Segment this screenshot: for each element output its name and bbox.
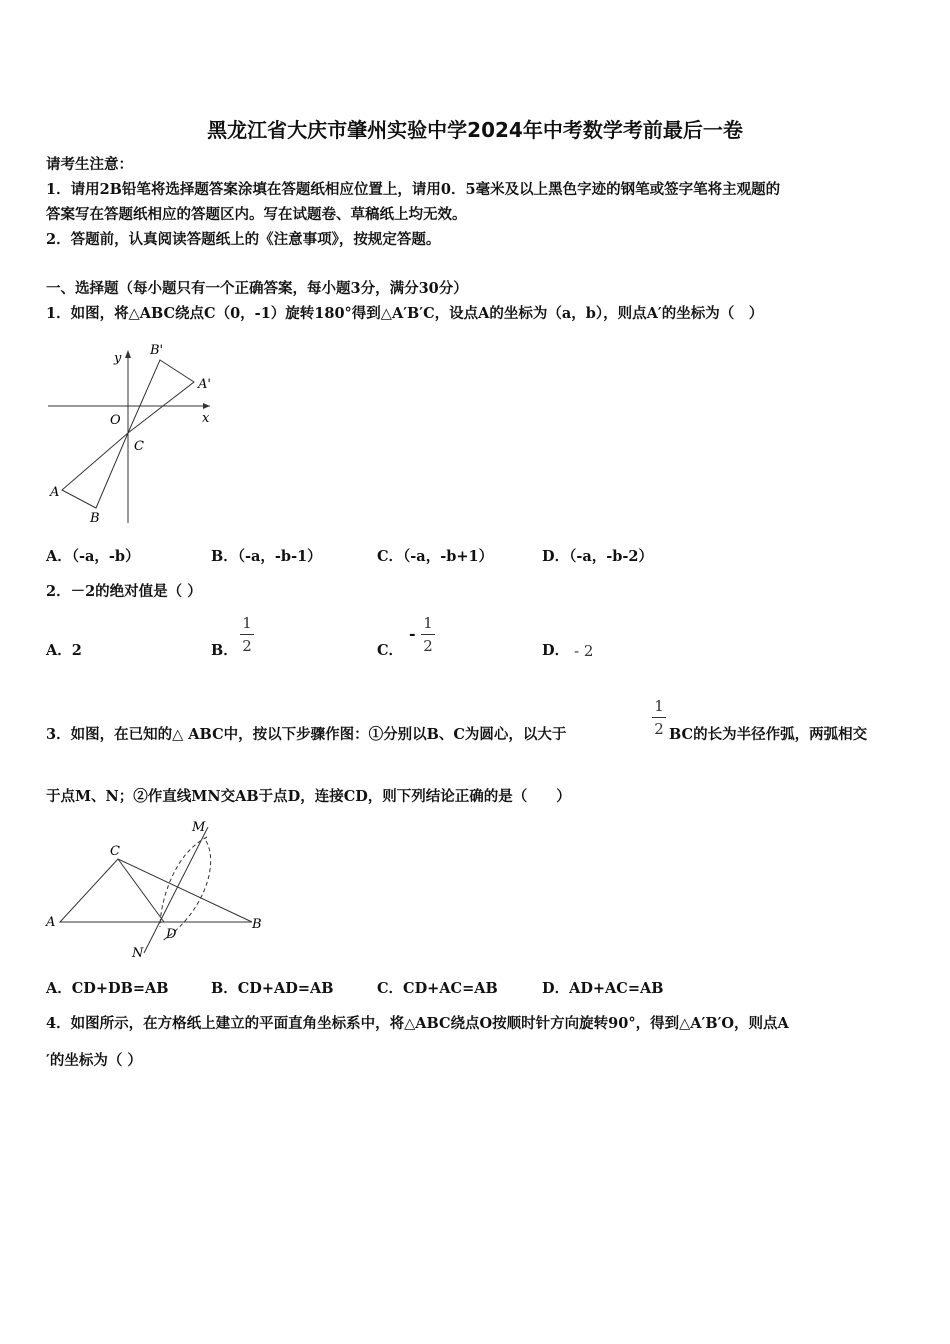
q1-figure bbox=[42, 338, 222, 530]
q3-option-a: A．CD+DB=AB bbox=[46, 980, 169, 997]
fraction-bar bbox=[421, 634, 435, 635]
q3-n-label: N bbox=[132, 946, 144, 961]
q4-stem-line1: 4．如图所示，在方格纸上建立的平面直角坐标系中，将△ABC绕点O按顺时针方向旋转90°，得到△A′B′O，则点A bbox=[46, 1015, 789, 1032]
q2-b-fraction bbox=[240, 614, 254, 655]
fraction-bar bbox=[240, 634, 254, 635]
q4-stem-line2: ′的坐标为（ ） bbox=[46, 1052, 142, 1069]
notice-line-3: 2．答题前，认真阅读答题纸上的《注意事项》，按规定答题。 bbox=[46, 231, 441, 248]
q3-option-c: C．CD+AC=AB bbox=[377, 980, 498, 997]
page-title: 黑龙江省大庆市肇州实验中学2024年中考数学考前最后一卷 bbox=[207, 118, 743, 142]
q1-c-label: C bbox=[134, 439, 144, 454]
q1-option-d: D．（-a，-b-2） bbox=[542, 548, 654, 565]
denominator: 2 bbox=[242, 637, 252, 655]
q1-a-prime-label: A' bbox=[198, 377, 211, 392]
q3-stem-line1b: BC的长为半径作弧，两弧相交 bbox=[669, 726, 868, 743]
q1-o-label: O bbox=[110, 413, 121, 428]
q3-d-label: D bbox=[166, 927, 177, 942]
q3-a-label: A bbox=[46, 915, 56, 930]
q3-fraction bbox=[652, 697, 666, 738]
q3-option-b: B．CD+AD=AB bbox=[211, 980, 334, 997]
notice-heading: 请考生注意： bbox=[46, 156, 133, 173]
q1-y-label: y bbox=[114, 351, 122, 366]
q1-option-c: C．（-a，-b+1） bbox=[377, 548, 494, 565]
section-heading: 一、选择题（每小题只有一个正确答案，每小题3分，满分30分） bbox=[46, 280, 468, 297]
q2-option-b: B． bbox=[211, 642, 238, 659]
q3-m-label: M bbox=[192, 820, 206, 835]
q1-b-prime-label: B' bbox=[150, 343, 164, 358]
q2-c-fraction bbox=[421, 614, 435, 655]
q3-option-d: D．AD+AC=AB bbox=[542, 980, 664, 997]
q3-stem-line2: 于点M、N；②作直线MN交AB于点D，连接CD，则下列结论正确的是（ ） bbox=[46, 788, 571, 805]
q3-figure bbox=[42, 815, 270, 965]
q1-x-label: x bbox=[202, 411, 210, 426]
fraction-bar bbox=[652, 717, 666, 718]
numerator: 1 bbox=[654, 697, 664, 715]
q3-b-label: B bbox=[252, 917, 262, 932]
q3-c-label: C bbox=[110, 844, 120, 859]
numerator: 1 bbox=[242, 614, 252, 632]
numerator: 1 bbox=[423, 614, 433, 632]
q2-option-a: A．2 bbox=[46, 642, 82, 659]
q2-c-minus: - bbox=[409, 624, 416, 643]
notice-line-2: 答案写在答题纸相应的答题区内。写在试题卷、草稿纸上均无效。 bbox=[46, 206, 467, 223]
q1-stem: 1．如图，将△ABC绕点C（0，-1）旋转180°得到△A′B′C，设点A的坐标为（a，b），则点A′的坐标为（ ） bbox=[46, 305, 764, 322]
q2-d-value: - 2 bbox=[574, 642, 594, 660]
q2-option-c: C． bbox=[377, 642, 404, 659]
denominator: 2 bbox=[423, 637, 433, 655]
q1-b-label: B bbox=[90, 511, 100, 526]
q1-option-a: A．（-a，-b） bbox=[46, 548, 140, 565]
q2-stem: 2．－2的绝对值是（ ） bbox=[46, 583, 202, 600]
denominator: 2 bbox=[654, 720, 664, 738]
q1-a-label: A bbox=[50, 485, 60, 500]
notice-line-1: 1．请用2B铅笔将选择题答案涂填在答题纸相应位置上，请用0．5毫米及以上黑色字迹的钢笔或签字笔将主观题的 bbox=[46, 181, 781, 198]
q3-stem-line1a: 3．如图，在已知的△ ABC中，按以下步骤作图：①分别以B、C为圆心，以大于 bbox=[46, 726, 567, 743]
q1-option-b: B．（-a，-b-1） bbox=[211, 548, 322, 565]
q2-option-d: D． bbox=[542, 642, 570, 659]
